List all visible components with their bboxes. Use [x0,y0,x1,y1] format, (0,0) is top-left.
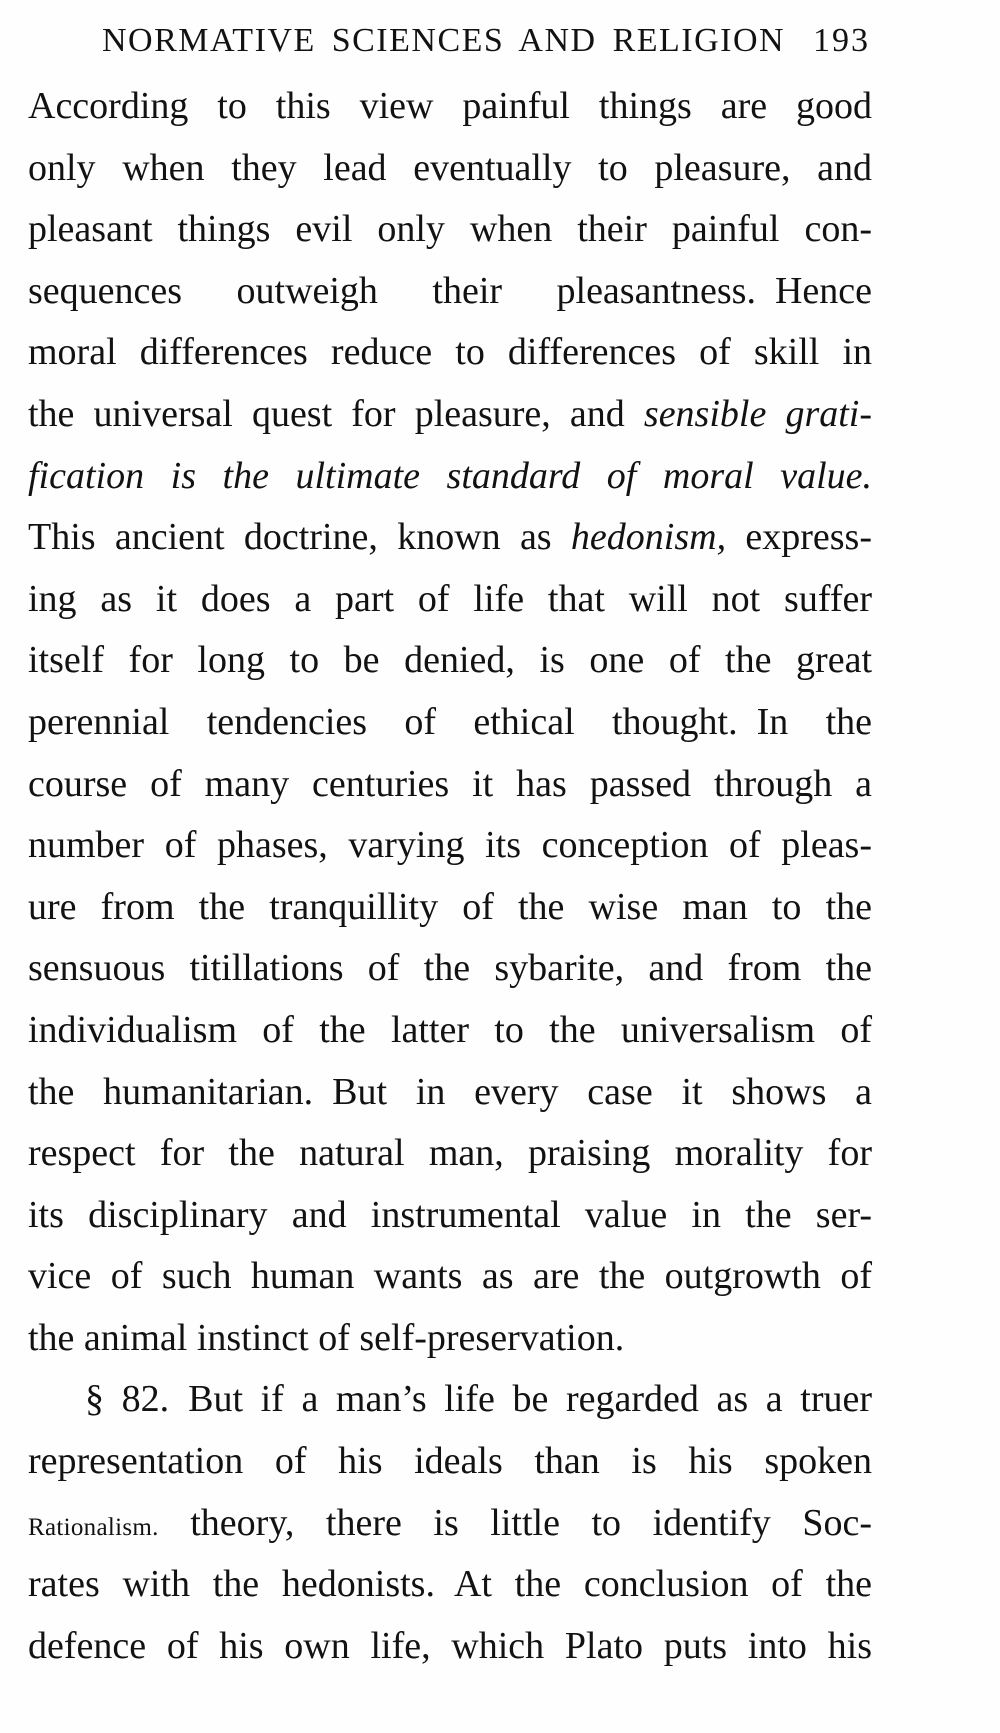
body-text: course of many centuries it has passed through a [28,762,872,805]
body-text: ing as it does a part of life that will not suffer [28,577,872,620]
text-line [28,384,872,446]
body-text: respect for the natural man, praising morality for [28,1132,872,1175]
body-text: rates with the hedonists. At the conclusion of the [28,1563,872,1606]
text-line [28,877,872,939]
text-line [28,815,872,877]
text-line [28,76,872,138]
text-line [28,1431,872,1493]
text-line [28,1616,872,1678]
body-text: moral differences reduce to differences of skill in [28,331,872,374]
body-text: According to this view painful things are good [28,85,872,127]
body-text: representation of his ideals than is his spoken [28,1440,872,1483]
body-text: the universal quest for pleasure, and [28,392,644,435]
body-text: itself for long to be denied, is one of the great [28,639,872,682]
body-text: its disciplinary and instrumental value in the ser- [28,1193,872,1236]
text-line [28,1246,872,1308]
text-line [28,138,872,200]
text-line [28,1554,872,1616]
body-text: only when they lead eventually to pleasure, and [28,146,872,189]
text-block [28,76,872,1677]
body-text: pleasant things evil only when their painful con- [28,208,872,251]
body-text: the humanitarian. But in every case it shows a [28,1070,872,1113]
body-text: This ancient doctrine, known as [28,516,571,559]
body-text: sensuous titillations of the sybarite, and from the [28,947,872,990]
header-title: NORMATIVE SCIENCES AND RELIGION [102,22,786,59]
text-line [28,1000,872,1062]
text-line [28,322,872,384]
body-text: vice of such human wants as are the outgrowth of [28,1255,872,1298]
text-line [28,1308,872,1370]
italic-text: fication is the ultimate standard of moral value. [28,454,872,497]
body-text: theory, there is little to identify Soc- [190,1501,873,1544]
margin-sidehead: Rationalism. [28,1513,159,1541]
text-line [28,569,872,631]
text-line [28,1369,872,1431]
text-line [28,1185,872,1247]
text-line [28,446,872,508]
body-text: ure from the tranquillity of the wise man to the [28,885,872,928]
text-line [28,630,872,692]
text-line [28,507,872,569]
text-line [28,199,872,261]
text-line [28,1493,872,1555]
text-line [28,754,872,816]
text-line [28,692,872,754]
body-text: number of phases, varying its conception of pleas- [28,824,872,867]
body-text: individualism of the latter to the universalism of [28,1008,872,1051]
text-line [28,1123,872,1185]
text-line [28,1062,872,1124]
italic-text: hedonism, [570,516,727,559]
page-number: 193 [813,22,870,59]
text-line [28,261,872,323]
body-text: defence of his own life, which Plato puts into his [28,1624,872,1667]
body-text: the animal instinct of self-preservation. [28,1316,625,1359]
text-line [28,938,872,1000]
body-text: express- [726,516,873,559]
italic-text: sensible grati- [643,392,873,435]
body-text: § 82. But if a man’s life be regarded as a truer [85,1378,872,1421]
page-header [102,22,870,60]
body-text: sequences outweigh their pleasantness. Hence [28,269,872,312]
body-text: perennial tendencies of ethical thought. In the [28,700,872,743]
